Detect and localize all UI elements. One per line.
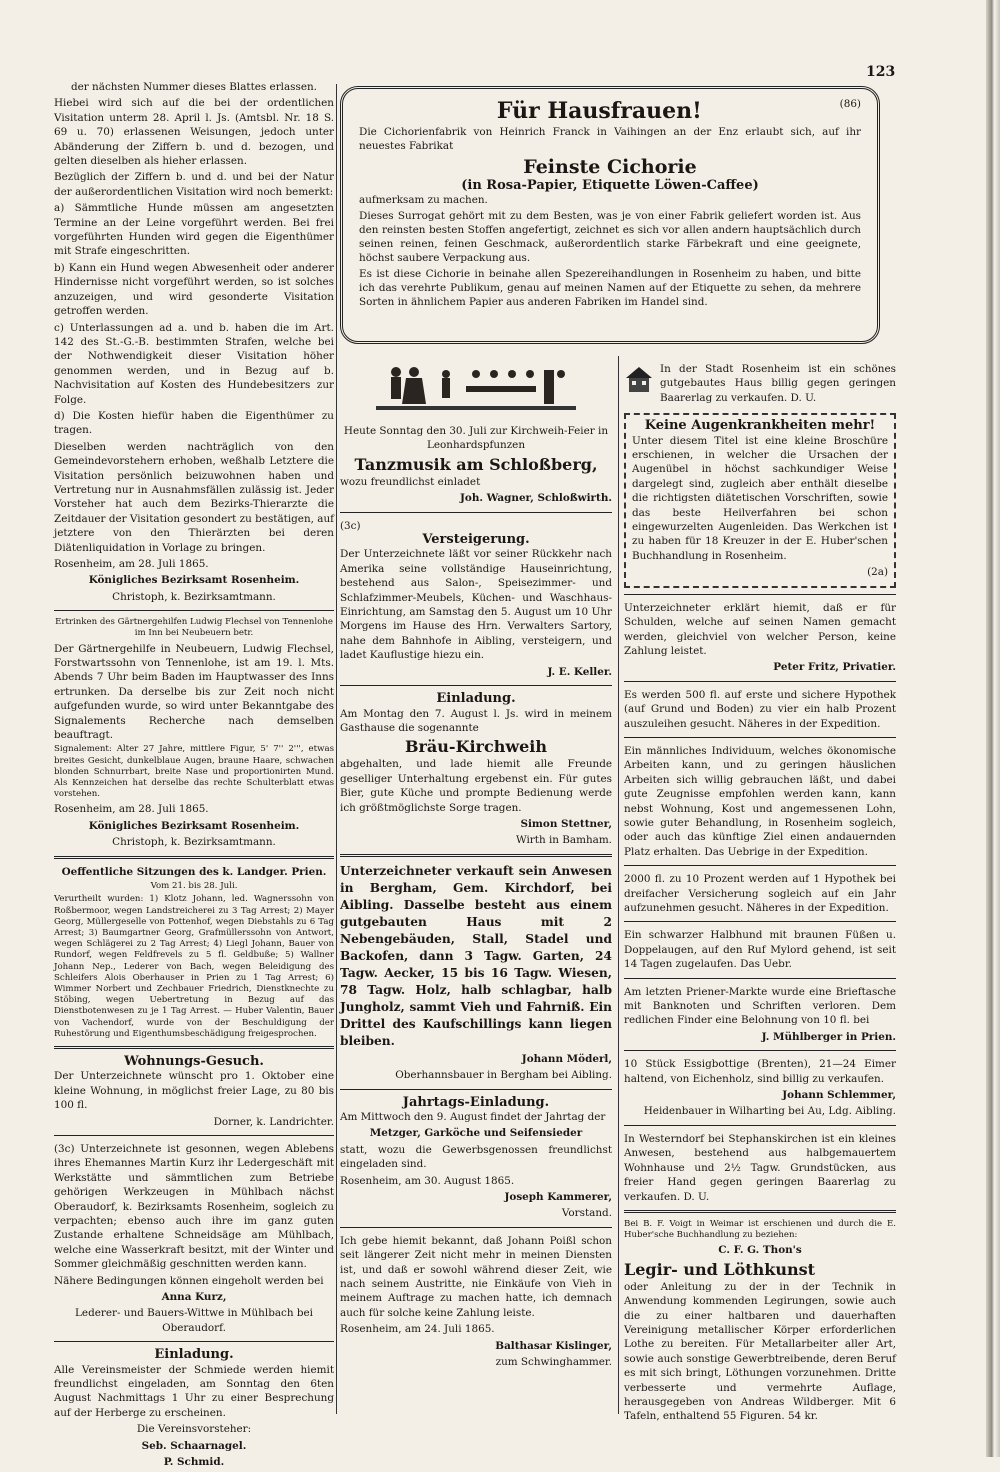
text-block: 10 Stück Essigbottige (Brenten), 21—24 Eimer haltend, von Eichenholz, sind billig zu verkaufen. [624,1058,896,1085]
divider [340,512,612,513]
divider [624,1210,896,1213]
signature: J. E. Keller. [547,665,612,678]
column-right [624,362,896,1426]
ad-number: (2a) [867,566,888,579]
guild-names: Metzger, Garköche und Seifensieder [369,1127,583,1140]
text-block: Ein schwarzer Halbhund mit braunen Füßen u. Doppelaugen, auf den Ruf Mylord gehend, ist seit 14 Tagen zugelaufen. Das Uebr. [624,929,896,971]
divider [624,921,896,922]
signature-sub: zum Schwinghammer. [495,1356,612,1369]
ad-heading: Keine Augenkrankheiten mehr! [644,418,876,434]
date-line: Rosenheim, am 24. Juli 1865. [340,1323,495,1336]
date-line: Rosenheim, am 28. Juli 1865. [54,803,209,816]
notice-heading: Oeffentliche Sitzungen des k. Landger. Prien. [61,865,327,878]
text-block: Am letzten Priener-Markte wurde eine Brieftasche mit Banknoten und Schriften verloren. Dem redlichen Finder eine Belohnung von 10 fl. bei [624,985,896,1027]
text-block: In der Stadt Rosenheim ist ein schönes gutgebautes Haus billig gegen geringen Baarerlag zu verkaufen. D. U. [660,363,896,404]
text-block: 2000 fl. zu 10 Prozent werden auf 1 Hypothek bei dreifacher Versicherung sogleich auf ein Jahr aufzunehmen gesucht. Näheres in der Expedition. [624,873,896,914]
book-author: C. F. G. Thon's [718,1244,802,1257]
column-divider [336,84,337,1414]
dance-illustration [376,360,576,420]
divider [340,1089,612,1090]
text-block: Dieselben werden nachträglich von den Gemeindevorstehern erhoben, weßhalb Letztere die Visitation persönlich beizuwohnen haben und Vertretung nur in Ausnahmsfällen zulässig ist. Jeder Vorsteher hat auch dem Bezirks-Thierarzte die Zeitdauer der Visitation gesondert zu bestätigen, auf jetztere von den Thierärzten bei deren Diätenliquidation in Vorlage zu bringen. [54,440,334,554]
text-block: statt, wozu die Gewerbsgenossen freundlichst eingeladen sind. [340,1143,612,1171]
signature-sub: Wirth in Bamham. [515,834,612,847]
signature: J. Mühlberger in Prien. [761,1030,896,1043]
text-block: Ein männliches Individuum, welches ökonomische Arbeiten kann, und zu geringen häuslichen Arbeiten sich willig gebrauchen läßt, und dabei gute Zeugnisse empfohlen werden kann, kann nebst Wohnung, Kost und angemessenen Lohn, sowie guter Behandlung, in Rosenheim sogleich, oder auch das künftige Ziel einen andauernden Platz erhalten. Das Uebrige in der Expedition. [624,744,896,858]
divider [624,737,896,738]
ad-heading: Für Hausfrauen! [496,98,702,124]
text-block: abgehalten, und lade hiemit alle Freunde geselliger Unterhaltung ergebenst ein. Für gutes Bier, gute Küche und prompte Bedienung werde ich größtmöglichste Sorge tragen. [340,758,612,814]
divider [54,856,334,859]
date-line: Rosenheim, am 30. August 1865. [340,1174,515,1187]
text-block: Alle Vereinsmeister der Schmiede werden hiemit freundlichst eingeladen, am Sonntag den 6ten August Nachmittags 1 Uhr zu einer Besprechung auf der Herberge zu erscheinen. [54,1363,334,1419]
divider [624,1125,896,1126]
signature: Dorner, k. Landrichter. [213,1115,334,1128]
text-block: Hiebei wird sich auf die bei der ordentlichen Visitation unterm 28. April l. Js. (Amtsbl. Nr. 18 S. 69 u. 70) erlassenen Weisungen, jedoch unter Abänderung der Ziffern b. und d. bezogen, und gelten dieselben als hieher erlassen. [54,97,334,168]
product-name: Feinste Cichorie [523,156,697,178]
divider [340,1227,612,1228]
chicory-advertisement [340,86,880,344]
divider [624,594,896,595]
signature: Anna Kurz, [161,1291,227,1304]
signature: Joseph Kammerer, [504,1191,612,1203]
signature: Die Vereinsvorsteher: [136,1423,252,1436]
signature-sub: Vorstand. [561,1207,612,1220]
text-block: Nähere Bedingungen können eingeholt werden bei [54,1274,324,1287]
text-block: b) Kann ein Hund wegen Abwesenheit oder anderer Hindernisse nicht vorgeführt werden, so ist solches anzuzeigen, und wird gesonderte Visitation getroffen werden. [54,261,334,318]
column-left [54,80,334,1472]
divider [54,1135,334,1136]
text-block: Unterzeichneter erklärt hiemit, daß er für Schulden, welche auf seinen Namen gemacht werden, gleichviel von welcher Person, keine Zahlung leistet. [624,601,896,657]
page-edge [986,0,1000,1457]
product-subtitle: (in Rosa-Papier, Etiquette Löwen-Caffee) [461,178,759,193]
text-block: c) Unterlassungen ad a. und b. haben die im Art. 142 des St.-G.-B. bestimmten Strafen, welche bei der Nothwendigkeit dieser Visitation höher genommen werden, und in Bezug auf b. Nachvisitation auf Kosten des Hundebesitzers zur Folge. [54,321,334,406]
divider [624,978,896,979]
text-block: aufmerksam zu machen. [359,194,488,206]
signature: Joh. Wagner, Schloßwirth. [459,492,612,505]
column-middle [340,356,612,1371]
date-line: Rosenheim, am 28. Juli 1865. [54,558,209,570]
signature: Simon Stettner, [520,817,612,830]
divider [340,854,612,857]
text-block: (3c) Unterzeichnete ist gesonnen, wegen Ablebens ihres Ehemannes Martin Kurz ihr Ledergeschäft mit Werkstätte und sämmtlichen zum Betriebe gehörigen Werkzeugen in Mühlbach nächst Oberaudorf, k. Bezirksamts Rosenheim, sogleich zu verpachten; ebenso auch ihre im ganz guten Zustande erhaltene Schneidsäge am Mühlbach, welche eine Wasserkraft besitzt, mit der Winter und Sommer gleichmäßig geschnitten werden kann. [54,1142,334,1271]
ad-heading: Tanzmusik am Schloßberg, [354,454,598,474]
text-block: Bezüglich der Ziffern b. und d. und bei der Natur der außerordentlichen Visitation wird noch bemerkt: [54,171,334,198]
text-block: Unter diesem Titel ist eine kleine Broschüre erschienen, in welcher die Ursachen der Augenübel in höchst sachkundiger Weise dargelegt sind, zugleich aber enthält dieselbe die richtigsten diätetischen Vorschriften, sowie das beste Heilverfahren bei schon eingewurzelten Augenleiden. Das Werkchen ist zu haben für 18 Kreuzer in der E. Huber'schen Buchhandlung in Rosenheim. [632,434,888,562]
text-block: Am Montag den 7. August l. Js. wird in meinem Gasthause die sogenannte [340,707,612,734]
office-line: Königliches Bezirksamt Rosenheim. [88,574,300,587]
divider [624,1050,896,1051]
text-block: Die Cichorienfabrik von Heinrich Franck in Vaihingen an der Enz erlaubt sich, auf ihr neuestes Fabrikat [359,126,861,152]
text-block: Am Mittwoch den 9. August findet der Jahrtag der [340,1110,606,1123]
book-title: Legir- und Löthkunst [624,1259,816,1279]
signature-sub: Lederer- und Bauers-Wittwe in Mühlbach bei Oberaudorf. [75,1307,313,1334]
text-block: Der Unterzeichnete läßt vor seiner Rückkehr nach Amerika seine vollständige Hauseinrichtung, bestehend aus Salon-, Speisezimmer- und Schlafzimmer-Meubels, Küchen- und Waschhaus-Einrichtung, am Samstag den 5. August um 10 Uhr Morgens im Hause des Hrn. Verwalters Sartory, nahe dem Bahnhofe in Aibling, versteigern, und ladet Kauflustige hiezu ein. [340,548,612,662]
notice-subheading: Vom 21. bis 28. Juli. [150,881,238,892]
signature-sub: Heidenbauer in Wilharting bei Au, Ldg. Aibling. [643,1105,896,1118]
signature: P. Schmid. [163,1456,225,1469]
ad-heading: Versteigerung. [422,532,530,548]
text-block: Dieses Surrogat gehört mit zu dem Besten, was je von einer Fabrik geliefert worden ist. Aus den reinsten besten Stoffen angefertigt, zeichnet es sich vor allen andern hauptsächlich durch seinen reinen, feinen Geschmack, außerordentlich starke Färbekraft und eine geeignete, höchst saubere Verpackung aus. [359,210,861,264]
divider [54,610,334,611]
text-block: wozu freundlichst einladet [340,475,481,488]
ad-heading: Jahrtags-Einladung. [402,1094,550,1110]
office-line: Königliches Bezirksamt Rosenheim. [88,819,300,832]
ad-number: (86) [839,98,861,110]
text-block: der nächsten Nummer dieses Blattes erlassen. [70,81,317,93]
text-block: Der Unterzeichnete wünscht pro 1. Oktober eine kleine Wohnung, in möglichst freier Lage, zu 80 bis 100 fl. [54,1070,334,1112]
text-block: Der Gärtnergehilfe in Neubeuern, Ludwig Flechsel, Forstwartssohn von Tennenlohe, ist am 19. l. Mts. Abends 7 Uhr beim Baden im Hauptwasser des Inns ertrunken. Da derselbe bis zur Zeit noch nicht aufgefunden wurde, so wird unter Bekanntgabe des Signalements Recherche nach demselben beauftragt. [54,642,334,742]
divider [624,865,896,866]
text-block: In Westerndorf bei Stephanskirchen ist ein kleines Anwesen, bestehend aus halbgemauertem Wohnhause und 2½ Tagw. Grundstücken, aus freier Hand gegen geringen Baarerlag zu verkaufen. D. U. [624,1132,896,1203]
column-divider [618,356,619,1414]
text-block: Es ist diese Cichorie in beinahe allen Spezereihandlungen in Rosenheim zu haben, und bitte ich das verehrte Publikum, genau auf meinen Namen auf der Etiquette zu sehen, da mehrere Sorten in ähnlichem Papier aus anderen Fabriken im Handel sind. [359,268,861,308]
text-block: a) Sämmtliche Hunde müssen am angesetzten Termine an der Leine vorgeführt werden. Bei frei vorgeführten Hunden wird gegen die Eigenthümer mit Strafe eingeschritten. [54,202,334,258]
notice-heading: Ertrinken des Gärtnergehilfen Ludwig Flechsel von Tennenlohe im Inn bei Neubeuern betr. [55,617,333,639]
page-number: 123 [866,64,896,80]
ad-heading: Einladung. [436,691,516,707]
text-block: Heute Sonntag den 30. Juli zur Kirchweih-Feier in Leonhardspfunzen [343,425,609,452]
text-block: Verurtheilt wurden: 1) Klotz Johann, led. Wagnerssohn von Roßbermoor, wegen Landstreicherei zu 3 Tag Arrest; 2) Mayer Georg, Müllergeselle von Pottenhof, wegen Diebstahls zu 6 Tag Arrest; 3) Baumgartner Georg, Grafmüllerssohn von Antwort, wegen Schlägerei zu 2 Tag Arrest; 4) Liegl Johann, Bauer von Rundorf, wegen Feldfrevels zu 5 fl. Geldbuße; 5) Wallner Johann Nep., Lederer von Bach, wegen Beleidigung des Schleifers Alois Oberhauser in Prien zu 1 Tag Arrest; 6) Wimmer Norbert und Zechbauer Friedrich, Dienstknechte zu Stöbing, wegen Uebertretung in Bezug auf das Dienstbotenwesen zu je 1 Tag Arrest. — Huber Valentin, Bauer von Vachendorf, wurde von der Beschuldigung der Ruhestörung und Eigenthumsbeschädigung freigesprochen. [54,894,334,1039]
ad-heading: Wohnungs-Gesuch. [124,1053,264,1069]
signature: Peter Fritz, Privatier. [773,661,896,674]
text-block: Bei B. F. Voigt in Weimar ist erschienen und durch die E. Huber'sche Buchhandlung zu beziehen: [624,1218,896,1241]
house-icon [624,364,654,394]
text-block: oder Anleitung zu der in der Technik in Anwendung kommenden Legirungen, sowie auch die zu einer haltbaren und dauerhaften Vereinigung metallischer Körper erforderlichen Lothe zu bereiten. Für Metallarbeiter aller Art, sowie auch sonstige Gewerbtreibende, deren Beruf es mit sich bringt, Löthungen vorzunehmen. Dritte verbesserte und vermehrte Auflage, herausgegeben von Andreas Wildberger. Mit 6 Tafeln, enthaltend 55 Figuren. 54 kr. [624,1280,896,1423]
event-title: Bräu-Kirchweih [404,737,548,757]
ad-number: (3c) [340,519,361,532]
signalement: Signalement: Alter 27 Jahre, mittlere Figur, 5' 7'' 2''', etwas breites Gesicht, dunkelblaue Augen, braune Haare, schwachen blonden Schnurrbart, breite Nase und proportionirten Mund. Als Kennzeichen hat derselbe das rechte Schulterblatt etwas vorstehen. [54,744,334,800]
text-block: Unterzeichneter verkauft sein Anwesen in Bergham, Gem. Kirchdorf, bei Aibling. Dasselbe besteht aus einem gutgebauten Haus mit 2 Nebengebäuden, Stall, Stadel und Backofen, dann 3 Tagw. Garten, 24 Tagw. Aecker, 15 bis 16 Tagw. Wiesen, 78 Tagw. Holz, halb schlagbar, halb Jungholz, sammt Vieh und Fahrniß. Ein Drittel des Kaufschillings kann liegen bleiben. [340,863,612,1048]
text-block: d) Die Kosten hiefür haben die Eigenthümer zu tragen. [54,409,334,437]
signature: Johann Schlemmer, [782,1089,896,1102]
signature: Christoph, k. Bezirksamtmann. [112,590,276,603]
signature: Christoph, k. Bezirksamtmann. [112,836,276,849]
signature-sub: Oberhannsbauer in Bergham bei Aibling. [395,1069,612,1082]
eye-book-advertisement [624,413,896,587]
divider [54,1341,334,1342]
ad-heading: Einladung. [154,1347,234,1363]
text-block: Es werden 500 fl. auf erste und sichere Hypothek (auf Grund und Boden) zu vier ein halb Prozent auszuleihen gesucht. Näheres in der Expedition. [624,688,896,730]
divider [54,1046,334,1049]
signature: Seb. Schaarnagel. [141,1439,247,1452]
divider [624,681,896,682]
signature: Johann Möderl, [521,1052,612,1065]
divider [340,685,612,686]
text-block: Ich gebe hiemit bekannt, daß Johann Poißl schon seit längerer Zeit nicht mehr in meinen Diensten ist, und daß er sowohl während dieser Zeit, wie nach seinem Austritte, nie Einkäufe von Vieh in meinem Auftrage zu machen hatte, ich demnach auch für solche keine Zahlung leiste. [340,1234,612,1319]
signature: Balthasar Kislinger, [495,1339,612,1352]
